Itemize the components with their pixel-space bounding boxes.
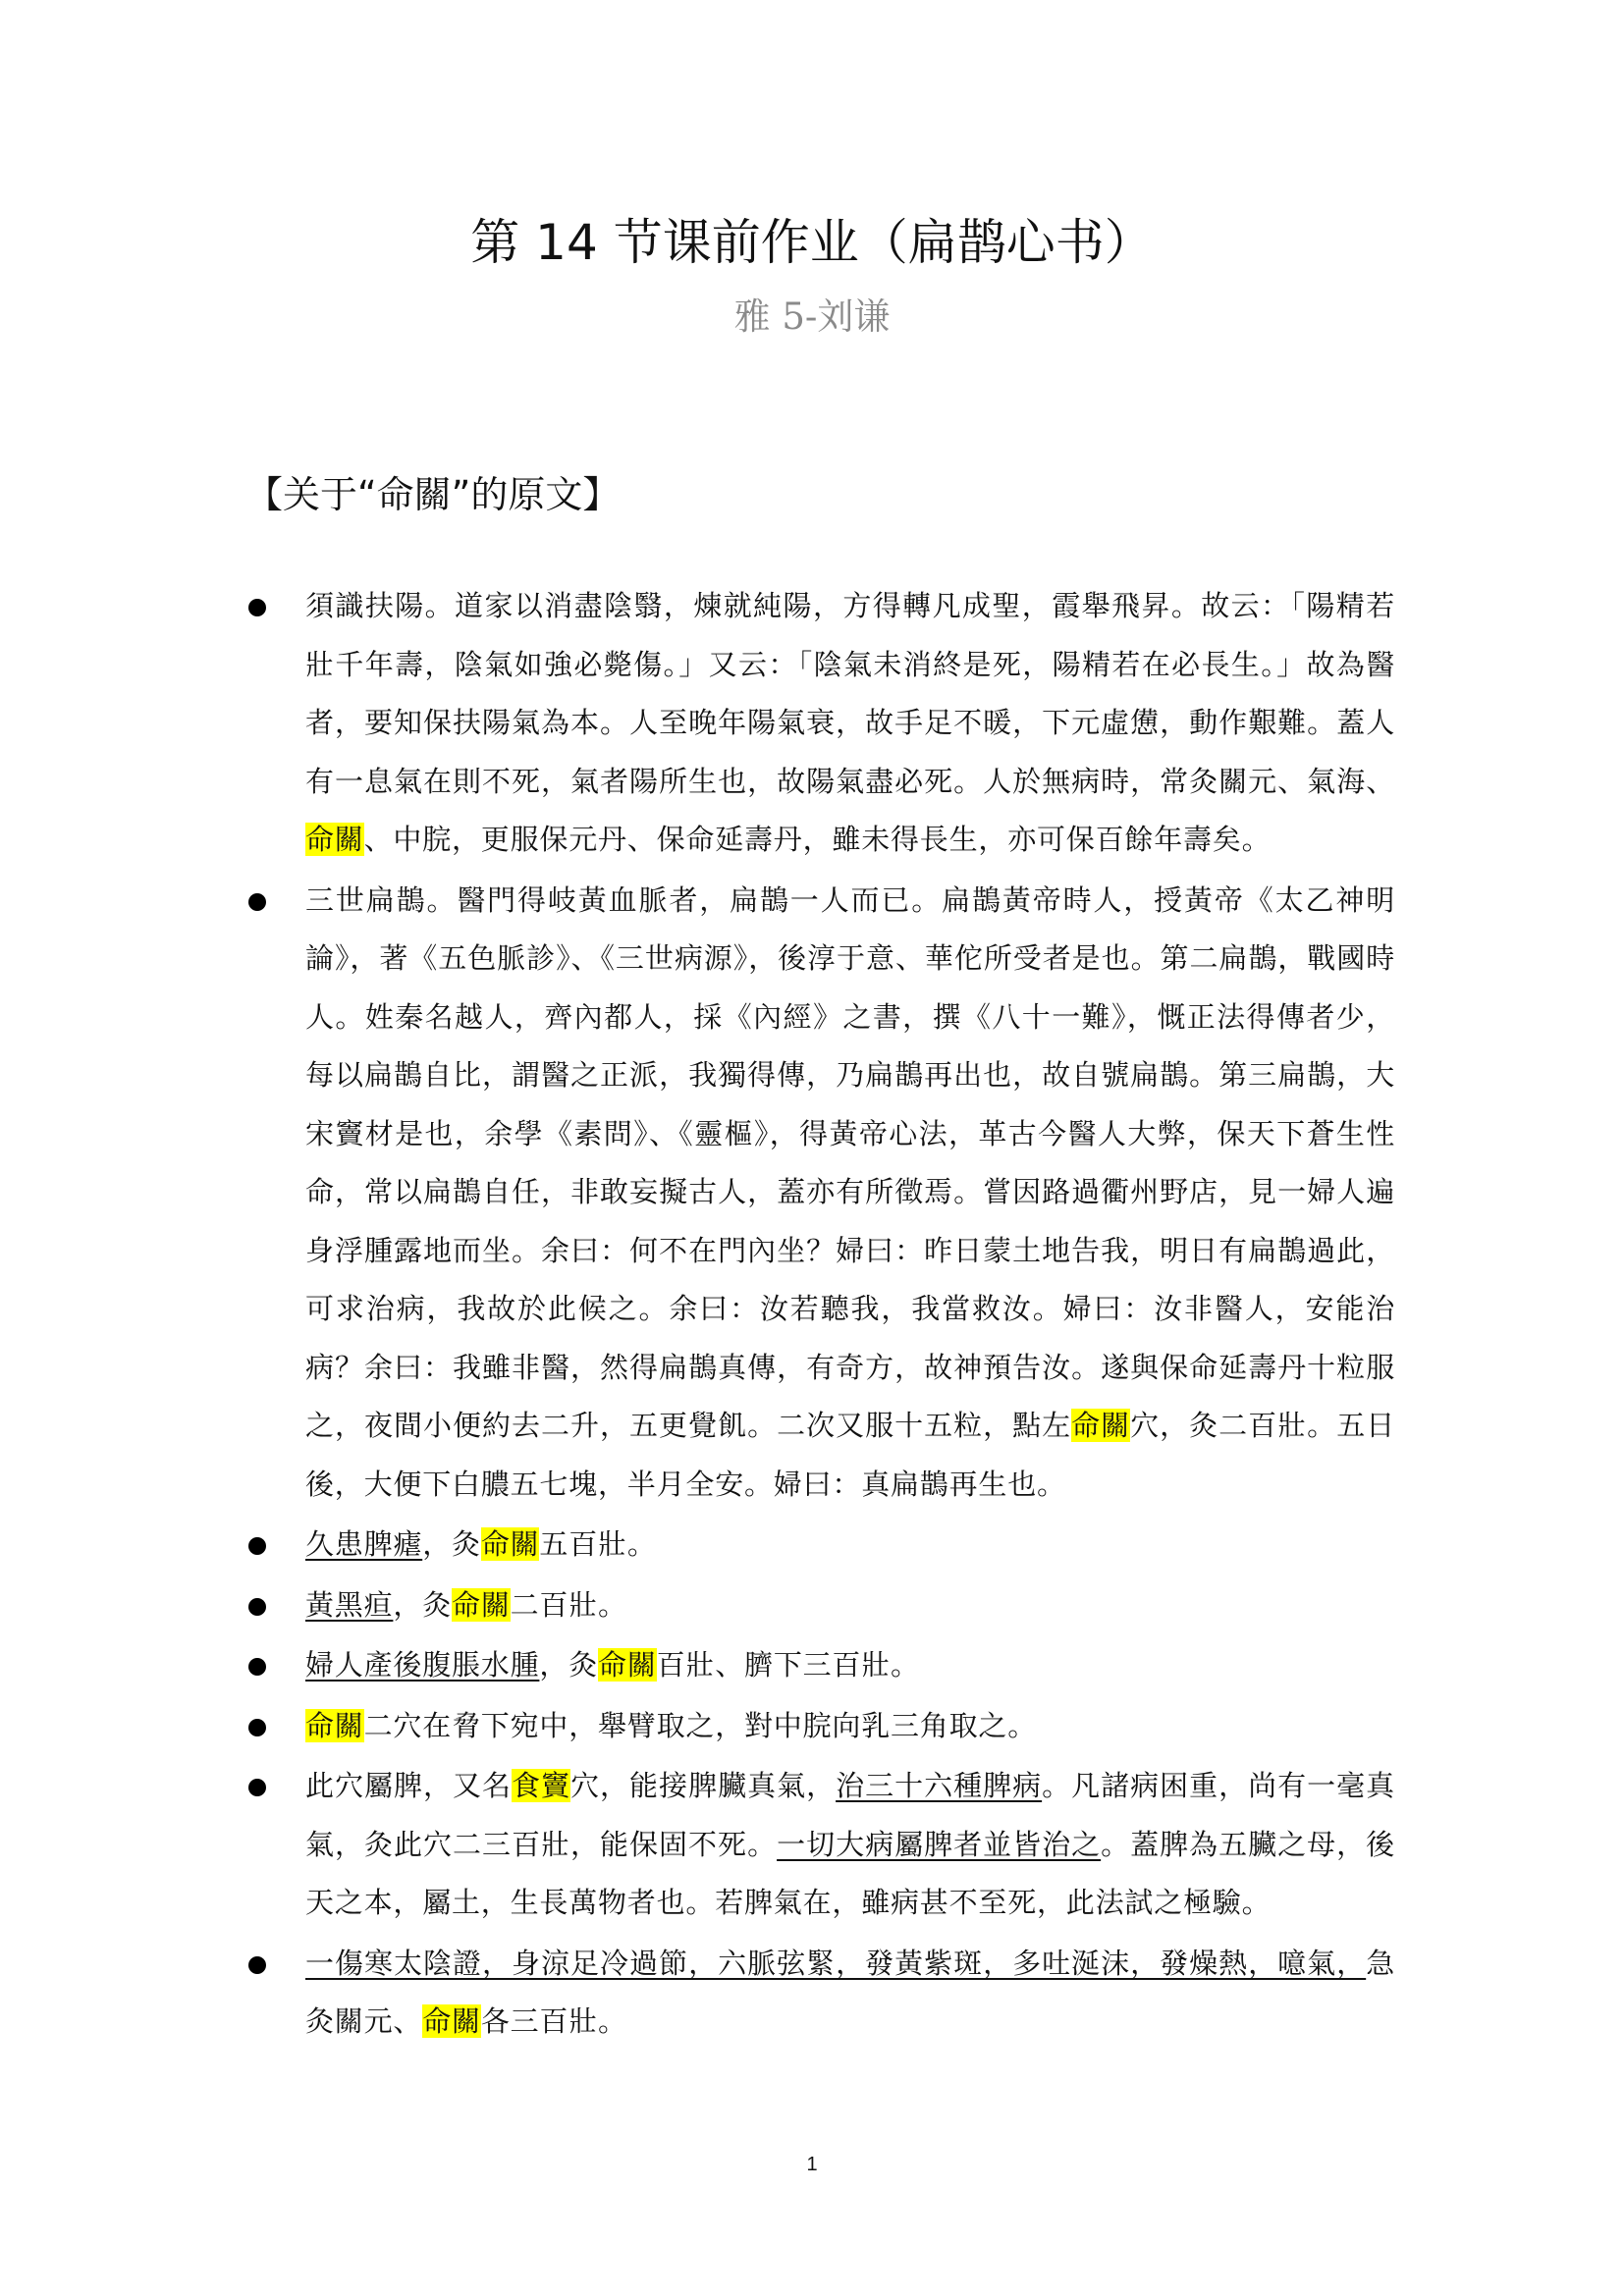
text-run: 二穴在脅下宛中，舉臂取之，對中脘向乳三角取之。 (363, 1708, 1038, 1742)
list-item (0, 1697, 1624, 1756)
text-run: 、中脘，更服保元丹、保命延壽丹，雖未得長生，亦可保百餘年壽矣。 (363, 823, 1272, 856)
text-run: ，灸 (393, 1587, 453, 1622)
underlined-phrase: 一切大病屬脾者並皆治之 (777, 1827, 1102, 1861)
list-item (0, 1516, 1624, 1575)
list-item (0, 1757, 1624, 1933)
paragraph-text (305, 1576, 1395, 1635)
bullet-icon (248, 1537, 266, 1555)
text-run: 五百壯。 (539, 1527, 657, 1561)
bullet-icon (248, 1956, 266, 1974)
paragraph-text (305, 1935, 1395, 2052)
text-run: 急灸關元、 (305, 1946, 1395, 2038)
paragraph-text (305, 1697, 1395, 1756)
text-run: ，灸 (539, 1648, 599, 1682)
paragraph-text (305, 872, 1395, 1515)
highlighted-term: 命關 (452, 1587, 511, 1622)
underlined-phrase: 黃黑疸 (305, 1587, 394, 1622)
list-item (0, 1636, 1624, 1695)
bullet-icon (248, 893, 266, 911)
text-run: 三世扁鵲。醫門得岐黃血脈者，扁鵲一人而已。扁鵲黃帝時人，授黃帝《太乙神明論》，著《五色脈診》、《三世病源》，後淳于意、華佗所受者是也。第二扁鵲，戰國時人。姓秦名越人，齊內都人，採《內經》之書，撰《八十一難》，慨正法得傳者少，每以扁鵲自比，謂醫之正派，我獨得傳，乃扁鵲再出也，故自號扁鵲。第三扁鵲，大宋竇材是也，余學《素問》、《靈樞》，得黃帝心法，革古今醫人大弊，保天下蒼生性命，常以扁鵲自任，非敢妄擬古人，蓋亦有所徵焉。嘗因路過衢州野店，見一婦人遍身浮腫露地而坐。余曰：何不在門內坐？婦曰：昨日蒙土地告我，明日有扁鵲過此，可求治病，我故於此候之。余曰：汝若聽我，我當救汝。婦曰：汝非醫人，安能治病？余曰：我雖非醫，然得扁鵲真傳，有奇方，故神預告汝。遂與保命延壽丹十粒服之，夜間小便約去二升，五更覺飢。二次又服十五粒，點左 (305, 882, 1395, 1442)
text-run: 。凡諸病困重，尚有一毫真氣，灸此穴二三百壯，能保固不死。 (305, 1769, 1395, 1861)
text-run: 穴，灸二百壯。五日後，大便下白膿五七塊，半月全安。婦曰：真扁鵲再生也。 (305, 1409, 1395, 1501)
underlined-phrase: 久患脾瘧 (305, 1527, 423, 1561)
section-heading: 【关于“命關”的原文】 (245, 473, 621, 516)
highlighted-term: 命關 (305, 823, 364, 856)
bullet-icon (248, 1779, 266, 1796)
paragraph-text (305, 1516, 1395, 1575)
highlighted-term: 命關 (480, 1527, 540, 1561)
paragraph-text (305, 1636, 1395, 1695)
text-run: 穴，能接脾臟真氣， (570, 1769, 837, 1802)
highlighted-term: 食竇 (512, 1769, 571, 1802)
underlined-phrase: 治三十六種脾病 (836, 1769, 1043, 1802)
paragraph-text (305, 1757, 1395, 1933)
document-subtitle: 雅 5-刘谦 (733, 295, 891, 338)
highlighted-term: 命關 (305, 1708, 364, 1742)
bullet-icon (248, 1658, 266, 1676)
highlighted-term: 命關 (598, 1648, 657, 1682)
text-run: 各三百壯。 (480, 2004, 627, 2038)
page-number: 1 (806, 2154, 818, 2175)
paragraph-list (0, 577, 1624, 2054)
text-run: ，灸 (422, 1527, 481, 1561)
highlighted-term: 命關 (422, 2004, 481, 2038)
text-run: 。蓋脾為五臟之母，後天之本，屬土，生長萬物者也。若脾氣在，雖病甚不至死，此法試之極驗。 (305, 1827, 1395, 1919)
paragraph-text (305, 577, 1395, 870)
underlined-phrase: 一傷寒太陰證，身涼足冷過節，六脈弦緊，發黃紫斑，多吐涎沫，發燥熱，噫氣， (305, 1946, 1367, 1980)
bullet-icon (248, 1719, 266, 1736)
list-item (0, 872, 1624, 1515)
text-run: 百壯、臍下三百壯。 (656, 1648, 920, 1682)
bullet-icon (248, 1598, 266, 1616)
text-run: 此穴屬脾，又名 (305, 1769, 513, 1802)
text-run: 二百壯。 (510, 1587, 627, 1622)
highlighted-term: 命關 (1071, 1409, 1131, 1442)
underlined-phrase: 婦人產後腹脹水腫 (305, 1648, 540, 1682)
list-item (0, 1935, 1624, 2052)
bullet-icon (248, 599, 266, 616)
text-run: 須識扶陽。道家以消盡陰翳，煉就純陽，方得轉凡成聖，霞舉飛昇。故云：「陽精若壯千年壽，陰氣如強必斃傷。」又云：「陰氣未消終是死，陽精若在必長生。」故為醫者，要知保扶陽氣為本。人至晚年陽氣衰，故手足不暖，下元虛憊，動作艱難。蓋人有一息氣在則不死，氣者陽所生也，故陽氣盡必死。人於無病時，常灸關元、氣海、 (305, 589, 1395, 798)
list-item (0, 577, 1624, 870)
list-item (0, 1576, 1624, 1635)
document-title: 第 14 节课前作业（扁鹊心书） (470, 214, 1154, 271)
